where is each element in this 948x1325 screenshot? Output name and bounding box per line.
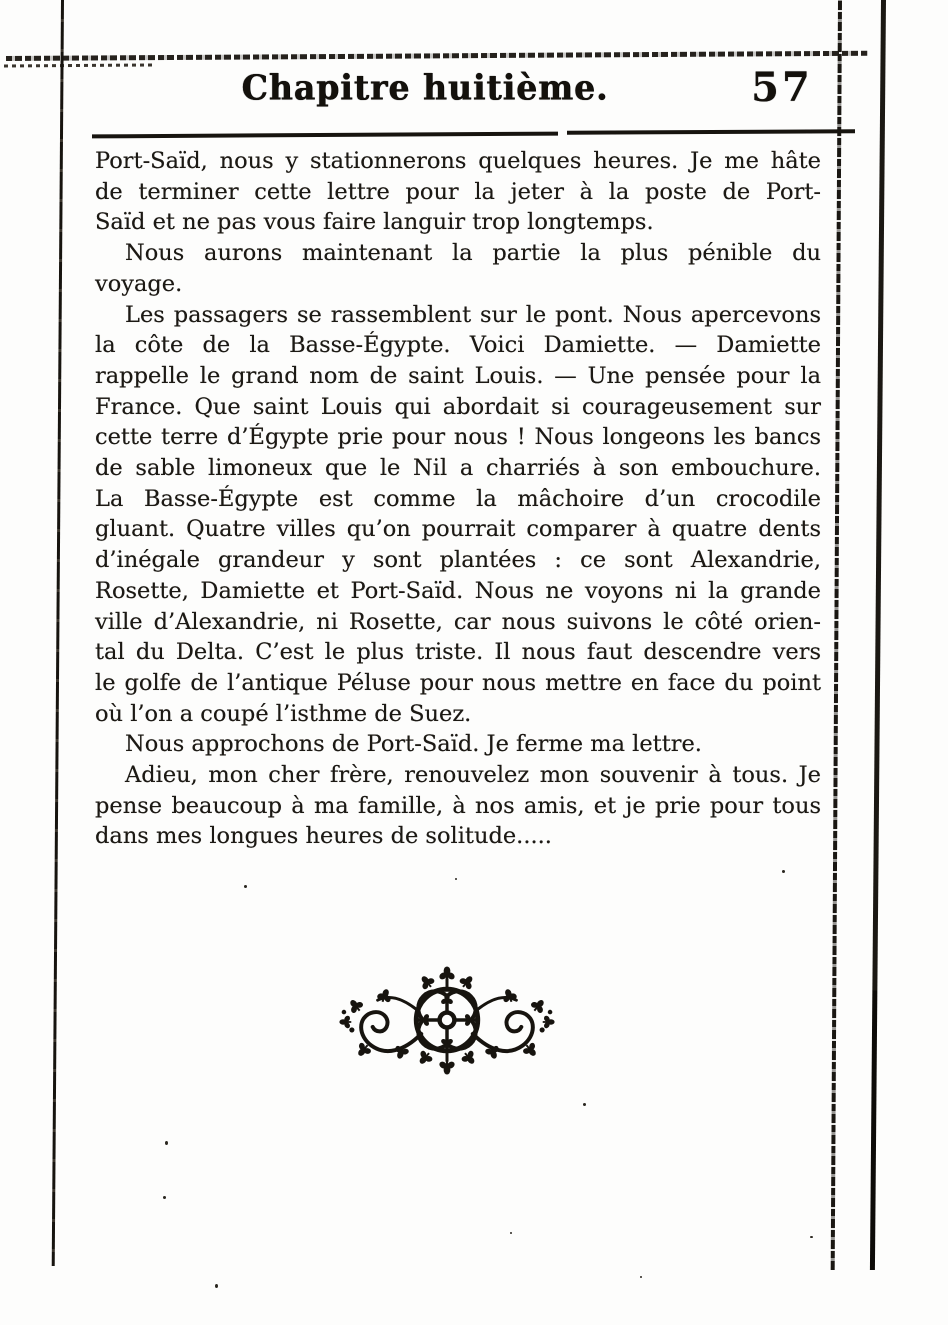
page-number: 57 [751,64,813,111]
text-line: Nous approchons de Port-Saïd. Je ferme ma lettre. [125,731,702,758]
page-border-right-outer [870,0,886,1270]
page-border-left [52,0,64,1266]
scan-speck [640,1276,642,1278]
text-line: France. Que saint Louis qui abordait si courageusement sur [95,393,821,420]
text-line: voyage. [95,270,183,297]
text-line: Saïd et ne pas vous faire languir trop longtemps. [95,209,654,236]
text-line: Nous aurons maintenant la partie la plus pénible du [125,240,821,267]
scan-speck [165,1141,168,1145]
header-rule-left [92,132,558,139]
fleuron-ornament [338,963,556,1077]
scan-speck [782,870,785,873]
text-line: la côte de la Basse-Égypte. Voici Damiette. — Damiette [95,332,821,359]
text-line: dans mes longues heures de solitude..... [95,823,552,850]
text-line: cette terre d’Égypte prie pour nous ! Nous longeons les bancs [95,424,821,451]
text-line: où l’on a coupé l’isthme de Suez. [95,700,472,727]
scan-speck [215,1284,218,1288]
scan-edge-artifact [6,51,868,61]
scan-speck [583,1103,586,1106]
text-line: rappelle le grand nom de saint Louis. — Une pensée pour la [95,362,821,389]
text-line: La Basse-Égypte est comme la mâchoire d’un crocodile [95,485,821,512]
page-border-right-inner [831,0,842,1270]
chapter-title: Chapitre huitième. [241,66,609,109]
scan-speck [455,878,457,880]
text-line: Rosette, Damiette et Port-Saïd. Nous ne voyons ni la grande [95,577,821,604]
text-line: tal du Delta. C’est le plus triste. Il nous faut descendre vers [95,639,821,666]
text-line: de sable limoneux que le Nil a charriés à son embouchure. [95,455,821,482]
text-line: Port-Saïd, nous y stationnerons quelques heures. Je me hâte [95,148,821,174]
text-line: gluant. Quatre villes qu’on pourrait comparer à quatre dents [95,516,821,543]
text-line: Adieu, mon cher frère, renouvelez mon souvenir à tous. Je [125,762,821,789]
text-line: ville d’Alexandrie, ni Rosette, car nous suivons le côté orien- [95,608,821,635]
header-rule-right [567,129,855,135]
scan-speck [510,1232,512,1234]
text-line: d’inégale grandeur y sont plantées : ce sont Alexandrie, [95,547,821,574]
body-text [95,146,821,852]
text-line: de terminer cette lettre pour la jeter à la poste de Port- [95,178,821,205]
text-line: pense beaucoup à ma famille, à nos amis, et je prie pour tous [95,792,821,819]
scan-speck [163,1196,166,1199]
text-line: le golfe de l’antique Péluse pour nous mettre en face du point [95,669,821,696]
scan-speck [810,1236,813,1238]
text-line: Les passagers se rassemblent sur le pont. Nous apercevons [125,301,821,328]
scan-speck [244,885,247,888]
